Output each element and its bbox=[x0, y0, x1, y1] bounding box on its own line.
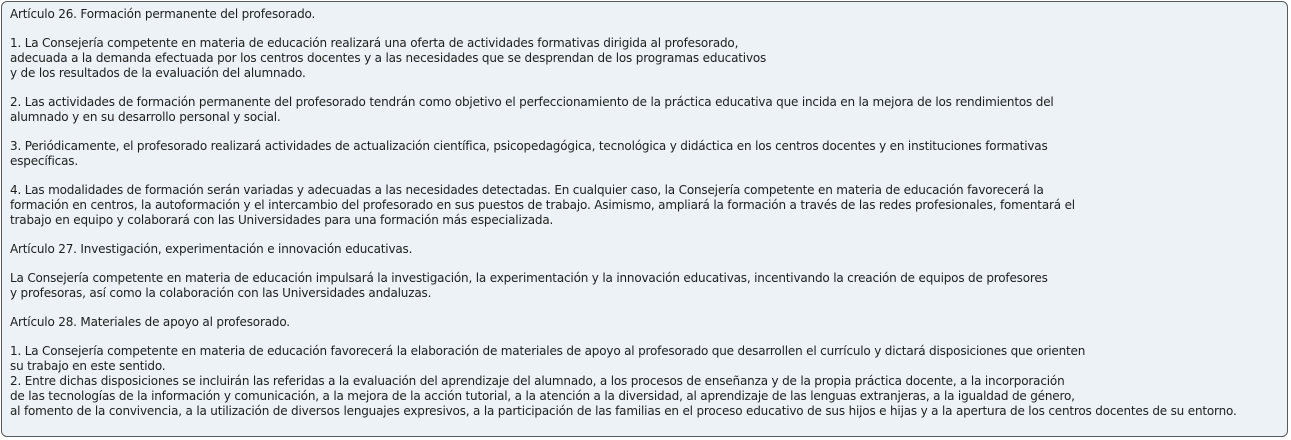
article-26-paragraph-4-line: 4. Las modalidades de formación serán variadas y adecuadas a las necesidades detectadas. En cualquier caso, la Consejería competente en materia de educación favorecerá la bbox=[10, 183, 1044, 197]
article-26-paragraph-1-line: 1. La Consejería competente en materia de educación realizará una oferta de actividades formativas dirigida al profesorado, bbox=[10, 36, 739, 50]
article-27-paragraph-1-line: y profesoras, así como la colaboración con las Universidades andaluzas. bbox=[10, 286, 432, 300]
article-28-paragraph-line: su trabajo en este sentido. bbox=[10, 359, 166, 373]
article-26-paragraph-3-line: 3. Periódicamente, el profesorado realizará actividades de actualización científica, psicopedagógica, tecnológica y didáctica en los centros docentes y en instituciones formativas bbox=[10, 139, 1048, 153]
article-28-paragraph-line: 2. Entre dichas disposiciones se incluirán las referidas a la evaluación del aprendizaje del alumnado, a los procesos de enseñanza y de la propia práctica docente, a la incorporación bbox=[10, 374, 1065, 388]
article-28-paragraph-line: 1. La Consejería competente en materia de educación favorecerá la elaboración de materiales de apoyo al profesorado que desarrollen el currículo y dictará disposiciones que orienten bbox=[10, 344, 1086, 358]
article-28-paragraph-line: al fomento de la convivencia, a la utilización de diversos lenguajes expresivos, a la participación de las familias en el proceso educativo de sus hijos e hijas y a la apertura de los centros docentes de su entorno. bbox=[10, 404, 1237, 418]
article-26-paragraph-4-line: trabajo en equipo y colaborará con las Universidades para una formación más especializada. bbox=[10, 213, 554, 227]
article-26-paragraph-1-line: adecuada a la demanda efectuada por los centros docentes y a las necesidades que se desprendan de los programas educativos bbox=[10, 51, 767, 65]
document-panel bbox=[1, 1, 1288, 437]
article-26-paragraph-3-line: específicas. bbox=[10, 154, 78, 168]
article-28-paragraph-line: de las tecnologías de la información y comunicación, a la mejora de la acción tutorial, a la atención a la diversidad, al aprendizaje de las lenguas extranjeras, a la igualdad de género, bbox=[10, 389, 1075, 403]
article-26-paragraph-4-line: formación en centros, la autoformación y el intercambio del profesorado en sus puestos de trabajo. Asimismo, ampliará la formación a través de las redes profesionales, fomentará el bbox=[10, 198, 1075, 212]
article-27-heading: Artículo 27. Investigación, experimentación e innovación educativas. bbox=[10, 242, 413, 256]
article-26-paragraph-1-line: y de los resultados de la evaluación del alumnado. bbox=[10, 66, 306, 80]
article-28-heading: Artículo 28. Materiales de apoyo al profesorado. bbox=[10, 315, 290, 329]
article-26-paragraph-2-line: alumnado y en su desarrollo personal y social. bbox=[10, 110, 281, 124]
article-26-heading: Artículo 26. Formación permanente del profesorado. bbox=[10, 7, 316, 21]
article-26-paragraph-2-line: 2. Las actividades de formación permanente del profesorado tendrán como objetivo el perfeccionamiento de la práctica educativa que incida en la mejora de los rendimientos del bbox=[10, 95, 1054, 109]
article-27-paragraph-1-line: La Consejería competente en materia de educación impulsará la investigación, la experimentación y la innovación educativas, incentivando la creación de equipos de profesores bbox=[10, 271, 1048, 285]
